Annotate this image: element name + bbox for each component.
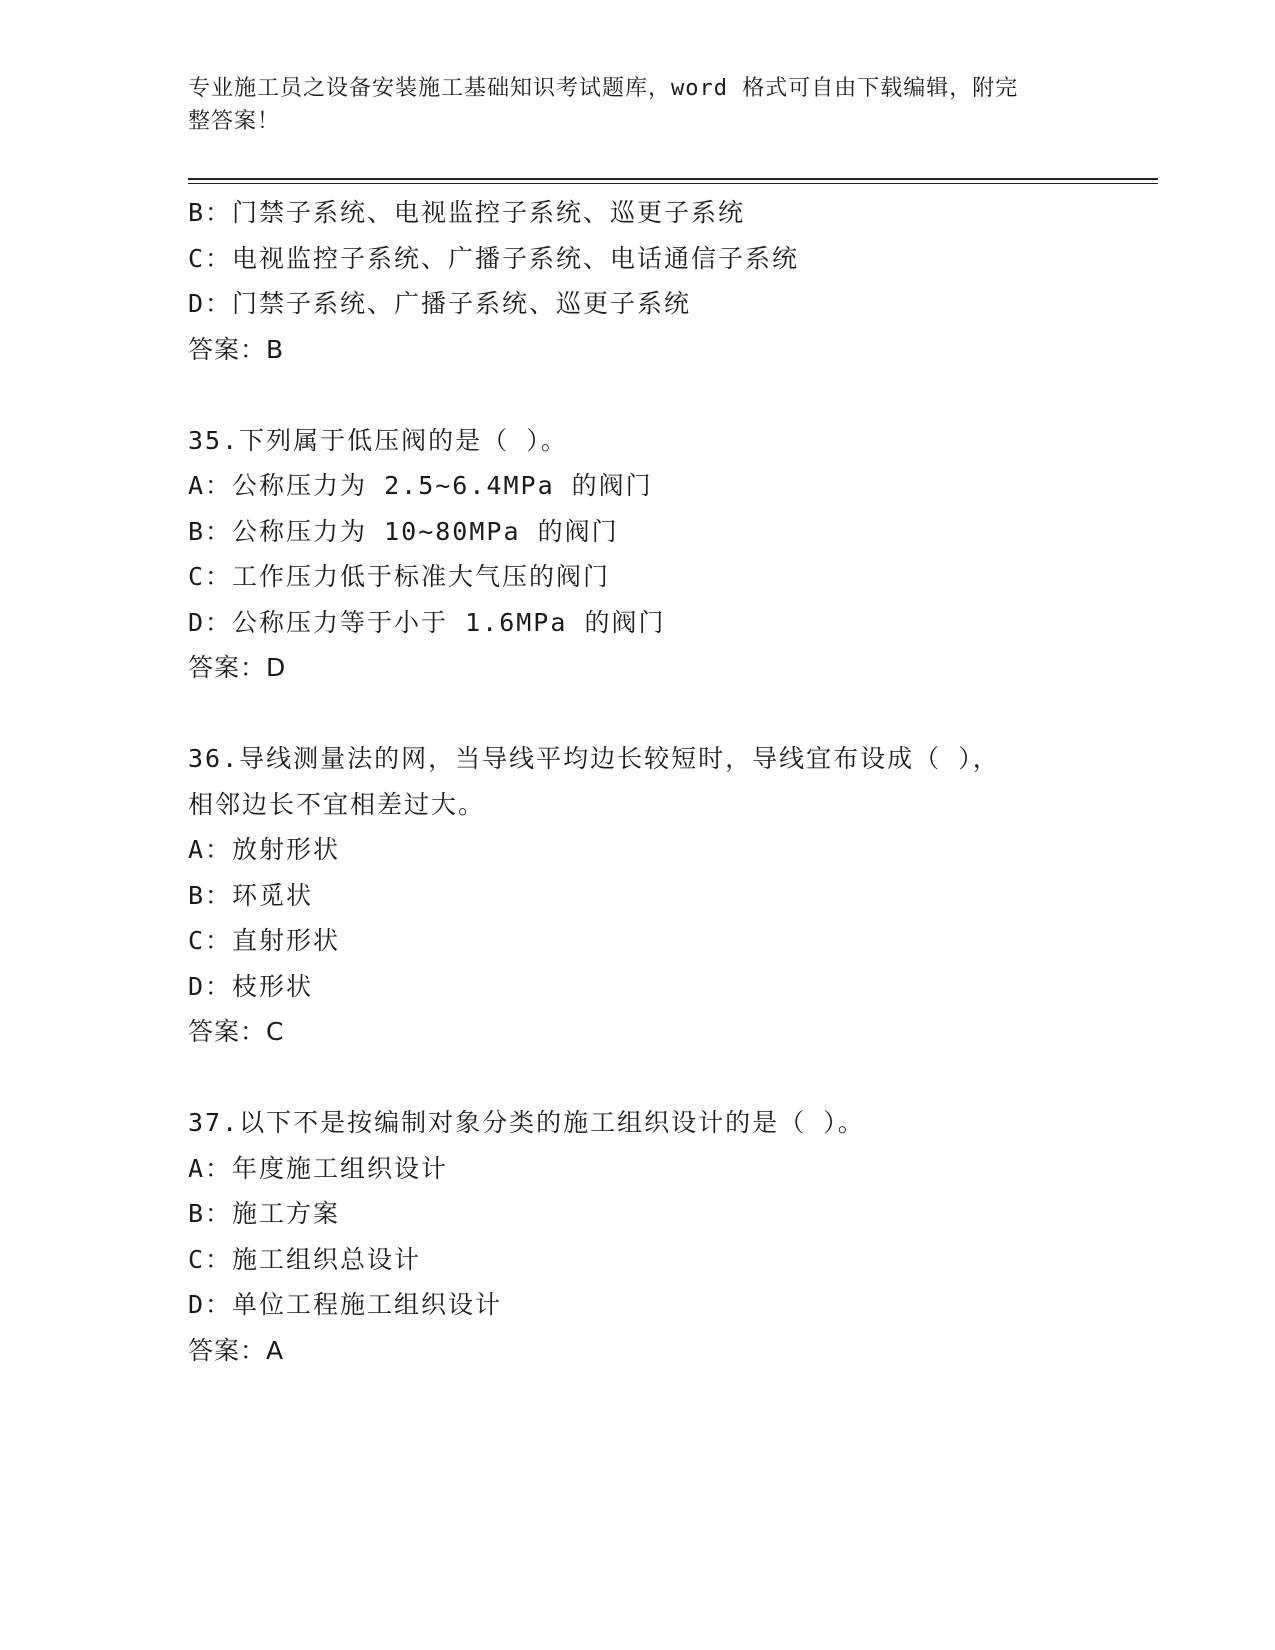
option-d: D：公称压力等于小于 1.6MPa 的阀门 — [188, 607, 666, 637]
option-b: B：门禁子系统、电视监控子系统、巡更子系统 — [188, 198, 746, 227]
option-b: B：环觅状 — [188, 880, 314, 910]
spacer — [188, 372, 1088, 418]
header-divider — [188, 178, 1158, 184]
spacer — [188, 691, 1088, 737]
header-line-2: 整答案！ — [188, 109, 281, 134]
answer-line: 答案：A — [188, 1335, 285, 1365]
option-d: D：枝形状 — [188, 971, 314, 1001]
question-text: 37.以下不是按编制对象分类的施工组织设计的是（ ）。 — [188, 1108, 865, 1137]
document-header — [188, 72, 1068, 138]
question-text-line-1: 36.导线测量法的网，当导线平均边长较短时，导线宜布设成（ ）， — [188, 744, 1000, 773]
answer-line: 答案：B — [188, 334, 285, 364]
question-text: 35.下列属于低压阀的是（ ）。 — [188, 425, 568, 455]
option-c: C：电视监控子系统、广播子系统、电话通信子系统 — [188, 243, 800, 273]
question-text-line-2: 相邻边长不宜相差过大。 — [188, 789, 486, 819]
spacer — [188, 1055, 1088, 1101]
option-c: C：施工组织总设计 — [188, 1244, 422, 1274]
question-block-37 — [188, 1100, 1088, 1373]
question-content — [188, 190, 1088, 1373]
option-a: A：公称压力为 2.5~6.4MPa 的阀门 — [188, 471, 653, 500]
option-a: A：放射形状 — [188, 835, 341, 864]
answer-line: 答案：C — [188, 1017, 285, 1046]
answer-line: 答案：D — [188, 653, 287, 682]
option-b: B：施工方案 — [188, 1199, 341, 1228]
option-d: D：单位工程施工组织设计 — [188, 1290, 503, 1319]
question-block-34 — [188, 190, 1088, 372]
option-d: D：门禁子系统、广播子系统、巡更子系统 — [188, 289, 692, 318]
option-b: B：公称压力为 10~80MPa 的阀门 — [188, 516, 619, 546]
question-block-36 — [188, 736, 1088, 1055]
header-line-1: 专业施工员之设备安装施工基础知识考试题库，word 格式可自由下载编辑，附完 — [188, 76, 1019, 101]
option-c: C：工作压力低于标准大气压的阀门 — [188, 562, 611, 591]
question-block-35 — [188, 418, 1088, 691]
option-c: C：直射形状 — [188, 926, 341, 955]
option-a: A：年度施工组织设计 — [188, 1153, 449, 1183]
